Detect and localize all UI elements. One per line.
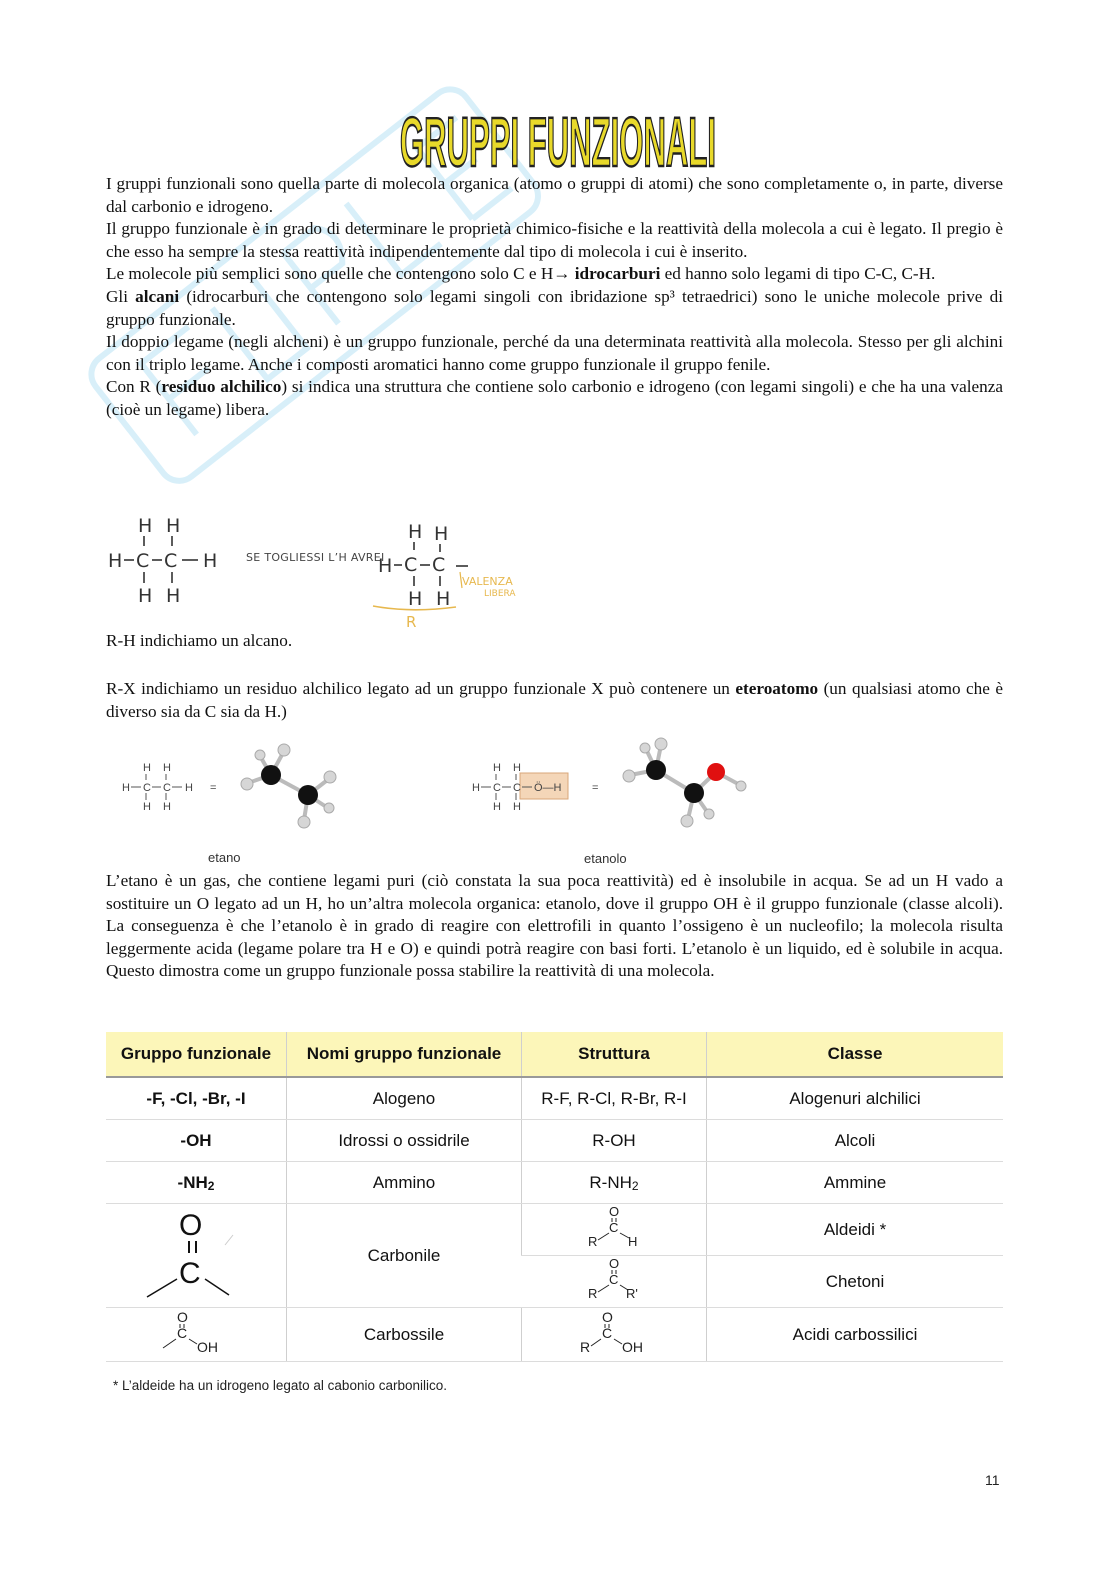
svg-text:C: C [163, 782, 171, 794]
svg-text:H: H [163, 801, 171, 813]
svg-text:H: H [493, 801, 501, 813]
svg-text:H: H [166, 585, 181, 607]
svg-text:H: H [628, 1234, 638, 1249]
svg-text:O: O [608, 1256, 619, 1271]
table-row: $-NH_2$ Ammino $R-NH_2$ Ammine [106, 1162, 1003, 1204]
aldehyde-structure [522, 1204, 707, 1256]
svg-text:C: C [136, 550, 150, 572]
svg-text:H: H [163, 762, 171, 774]
sketch-r-label: R [406, 613, 417, 631]
svg-text:R: R [580, 1339, 591, 1355]
svg-text:R: R [588, 1234, 598, 1249]
header-classe: Classe [707, 1032, 1004, 1077]
svg-text:O: O [609, 1204, 620, 1219]
intro-text [106, 173, 1003, 422]
table-row: -F, -Cl, -Br, -I Alogeno R-F, R-Cl, R-Br, R-I Alogenuri alchilici [106, 1077, 1003, 1120]
svg-text:H: H [122, 782, 130, 794]
svg-text:R': R' [625, 1286, 638, 1301]
paragraph-properties: Il gruppo funzionale è in grado di determinare le proprietà chimico-fisiche e la reattività della molecola a cui è legato. Il pregio è che esso ha sempre la stessa reattività indipendentemente dal tipo di molecola i cui è inserito. [106, 219, 1003, 261]
header-nomi: Nomi gruppo funzionale [287, 1032, 522, 1077]
svg-text:C: C [177, 1325, 188, 1341]
footnote: * L’aldeide ha un idrogeno legato al cabonio carbonilico. [113, 1378, 447, 1393]
sketch-note: SE TOGLIESSI L’H AVREI [246, 551, 385, 564]
svg-text:H: H [378, 555, 393, 577]
table-row: -OH Idrossi o ossidrile R-OH Alcoli [106, 1120, 1003, 1162]
header-gruppo: Gruppo funzionale [106, 1032, 287, 1077]
svg-text:C: C [404, 554, 418, 576]
table-row-carbonyl: O C Carbonile O C R H Aldeidi * [106, 1204, 1003, 1256]
svg-text:C: C [179, 1257, 201, 1290]
svg-text:H: H [408, 588, 423, 610]
paragraph-residue: Con R (residuo alchilico) si indica una struttura che contiene solo carbonio e idrogeno (con legami singoli) e che ha una valenza (cioè un legame) libera. [106, 377, 1003, 419]
svg-text:OH: OH [622, 1339, 643, 1355]
svg-text:LIBERA: LIBERA [484, 589, 516, 599]
svg-text:H: H [138, 585, 153, 607]
svg-text:H: H [138, 515, 153, 537]
svg-text:=: = [592, 782, 599, 794]
svg-text:C: C [493, 782, 501, 794]
paragraph-double-bond: Il doppio legame (negli alcheni) è un gruppo funzionale, perché da una determinata reattività alla molecola. Stesso per gli alchini con il triplo legame. Anche i composti aromatici hanno come gruppo funzionale il gruppo fenile. [106, 332, 1003, 374]
svg-text:C: C [164, 550, 178, 572]
svg-text:OH: OH [197, 1339, 218, 1355]
svg-text:C: C [608, 1272, 619, 1287]
svg-text:GRUPPI FUNZIONALI: GRUPPI FUNZIONALI [400, 103, 716, 181]
svg-text:H: H [143, 801, 151, 813]
svg-text:O: O [177, 1309, 188, 1325]
svg-text:C: C [609, 1220, 619, 1235]
svg-text:H: H [434, 523, 449, 545]
ethanol-paragraph: L’etano è un gas, che contiene legami puri (ciò constata la sua poca reattività) ed è insolubile in acqua. Se ad un H vado a sostituire un O legato ad un H, ho un’altra molecola organica: etanolo, dove il gruppo OH è il gruppo funzionale (classe alcoli). La conseguenza è che l’etanolo è in grado di reagire con elettrofili in quanto l’ossigeno è un nucleofilo; la molecola risulta leggermente acida (legame polare tra H e O) e quindi potrà reagire con basi forti. L’etanolo è un liquido, ed è solubile in acqua. Questo dimostra come un gruppo funzionale possa stabilire la reattività di una molecola. [106, 871, 1003, 981]
functional-groups-table [106, 1032, 1003, 1362]
paragraph-definition: I gruppi funzionali sono quella parte di molecola organica (atomo o gruppi di atomi) che sono completamente o, in parte, diverse dal carbonio e idrogeno. [106, 174, 1003, 216]
ethane-figure [118, 738, 348, 833]
svg-text:C: C [602, 1325, 613, 1341]
ketone-structure [522, 1256, 707, 1308]
svg-text:H: H [166, 515, 181, 537]
page-number: 11 [985, 1472, 1000, 1488]
page-title [0, 100, 1116, 181]
svg-text:H: H [203, 550, 218, 572]
table-row-ketone: O C R R' Chetoni [106, 1256, 1003, 1308]
svg-text:O: O [179, 1209, 203, 1242]
paragraph-alkanes: Gli alcani (idrocarburi che contengono solo legami singoli con ibridazione sp³ tetraedrici) sono le uniche molecole prive di gruppo funzionale. [106, 286, 1003, 329]
rx-paragraph: R-X indichiamo un residuo alchilico legato ad un gruppo funzionale X può contenere un eteroatomo (un qualsiasi atomo che è diverso sia da C sia da H.) [106, 679, 1003, 721]
svg-text:H: H [108, 550, 123, 572]
carbonyl-structure [106, 1204, 287, 1308]
svg-text:H: H [436, 588, 451, 610]
alkane-line: R-H indichiamo un alcano. [106, 631, 293, 650]
svg-text:O: O [602, 1309, 613, 1325]
ethane-caption: etano [208, 850, 241, 865]
svg-text:C: C [143, 782, 151, 794]
table-header-row [106, 1032, 1003, 1077]
header-struttura: Struttura [522, 1032, 707, 1077]
table-row-carboxyl: O C OH Carbossile O C R OH Acidi carbossilici [106, 1308, 1003, 1362]
svg-text:H: H [408, 521, 423, 543]
ethanol-figure [468, 735, 758, 835]
svg-text:H: H [185, 782, 193, 794]
svg-text:Ö—H: Ö—H [534, 782, 562, 794]
svg-text:VALENZA: VALENZA [462, 575, 513, 588]
svg-text:H: H [513, 762, 521, 774]
carboxyl-structure [522, 1308, 707, 1362]
sketch-ethane-residue [100, 510, 540, 635]
svg-text:H: H [493, 762, 501, 774]
svg-text:R: R [587, 1286, 598, 1301]
carboxyl-group [106, 1308, 287, 1362]
svg-text:H: H [143, 762, 151, 774]
ethanol-caption: etanolo [584, 851, 627, 866]
svg-text:C: C [513, 782, 521, 794]
svg-text:H: H [472, 782, 480, 794]
svg-text:H: H [513, 801, 521, 813]
paragraph-hydrocarbons: Le molecole più semplici sono quelle che contengono solo C e H→ idrocarburi ed hanno solo legami di tipo C-C, C-H. [106, 264, 936, 284]
svg-text:C: C [432, 554, 446, 576]
svg-text:=: = [210, 782, 217, 794]
